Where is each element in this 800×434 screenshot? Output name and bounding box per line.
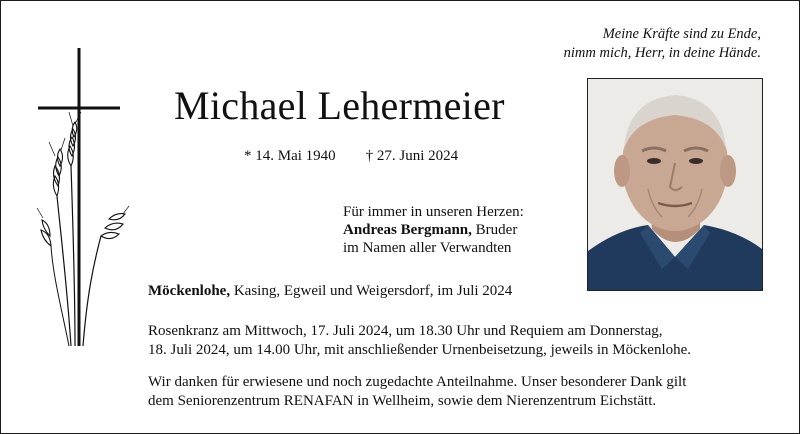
mourners-intro: Für immer in unseren Herzen: [343, 204, 524, 220]
motto-line-2: nimm mich, Herr, in deine Hände. [563, 45, 761, 61]
portrait-image [588, 79, 762, 290]
life-dates [244, 146, 458, 166]
thanks-line-1: Wir danken für erwiesene und noch zugedachte Anteilnahme. Unser besonderer Dank gilt [148, 374, 687, 390]
service-info [148, 322, 691, 359]
place-main: Möckenlohe, [148, 283, 231, 299]
birth-date: * 14. Mai 1940 [244, 148, 336, 164]
place-rest: Kasing, Egweil und Weigersdorf, im Juli 2024 [230, 283, 513, 299]
motto-line-1: Meine Kräfte sind zu Ende, [602, 26, 761, 42]
portrait-photo [587, 78, 763, 291]
motto-verse [564, 25, 761, 63]
mourner-name: Andreas Bergmann, [343, 222, 472, 238]
place-and-date [148, 282, 512, 301]
service-line-1: Rosenkranz am Mittwoch, 17. Juli 2024, um 18.30 Uhr und Requiem am Donnerstag, [148, 323, 663, 339]
cross-with-wheat-icon [31, 46, 131, 356]
deceased-name: Michael Lehermeier [174, 83, 505, 128]
service-line-2: 18. Juli 2024, um 14.00 Uhr, mit anschließender Urnenbeisetzung, jeweils in Möckenlohe. [148, 341, 692, 358]
mourners-relatives: im Namen aller Verwandten [343, 240, 512, 256]
mourners-name-line [343, 221, 524, 239]
mourners-block [343, 203, 524, 257]
thanks-note [148, 373, 686, 410]
death-date: † 27. Juni 2024 [365, 148, 459, 164]
mourner-relation: Bruder [471, 222, 518, 238]
thanks-line-2: dem Seniorenzentrum RENAFAN in Wellheim, sowie dem Nierenzentrum Eichstätt. [148, 392, 657, 409]
